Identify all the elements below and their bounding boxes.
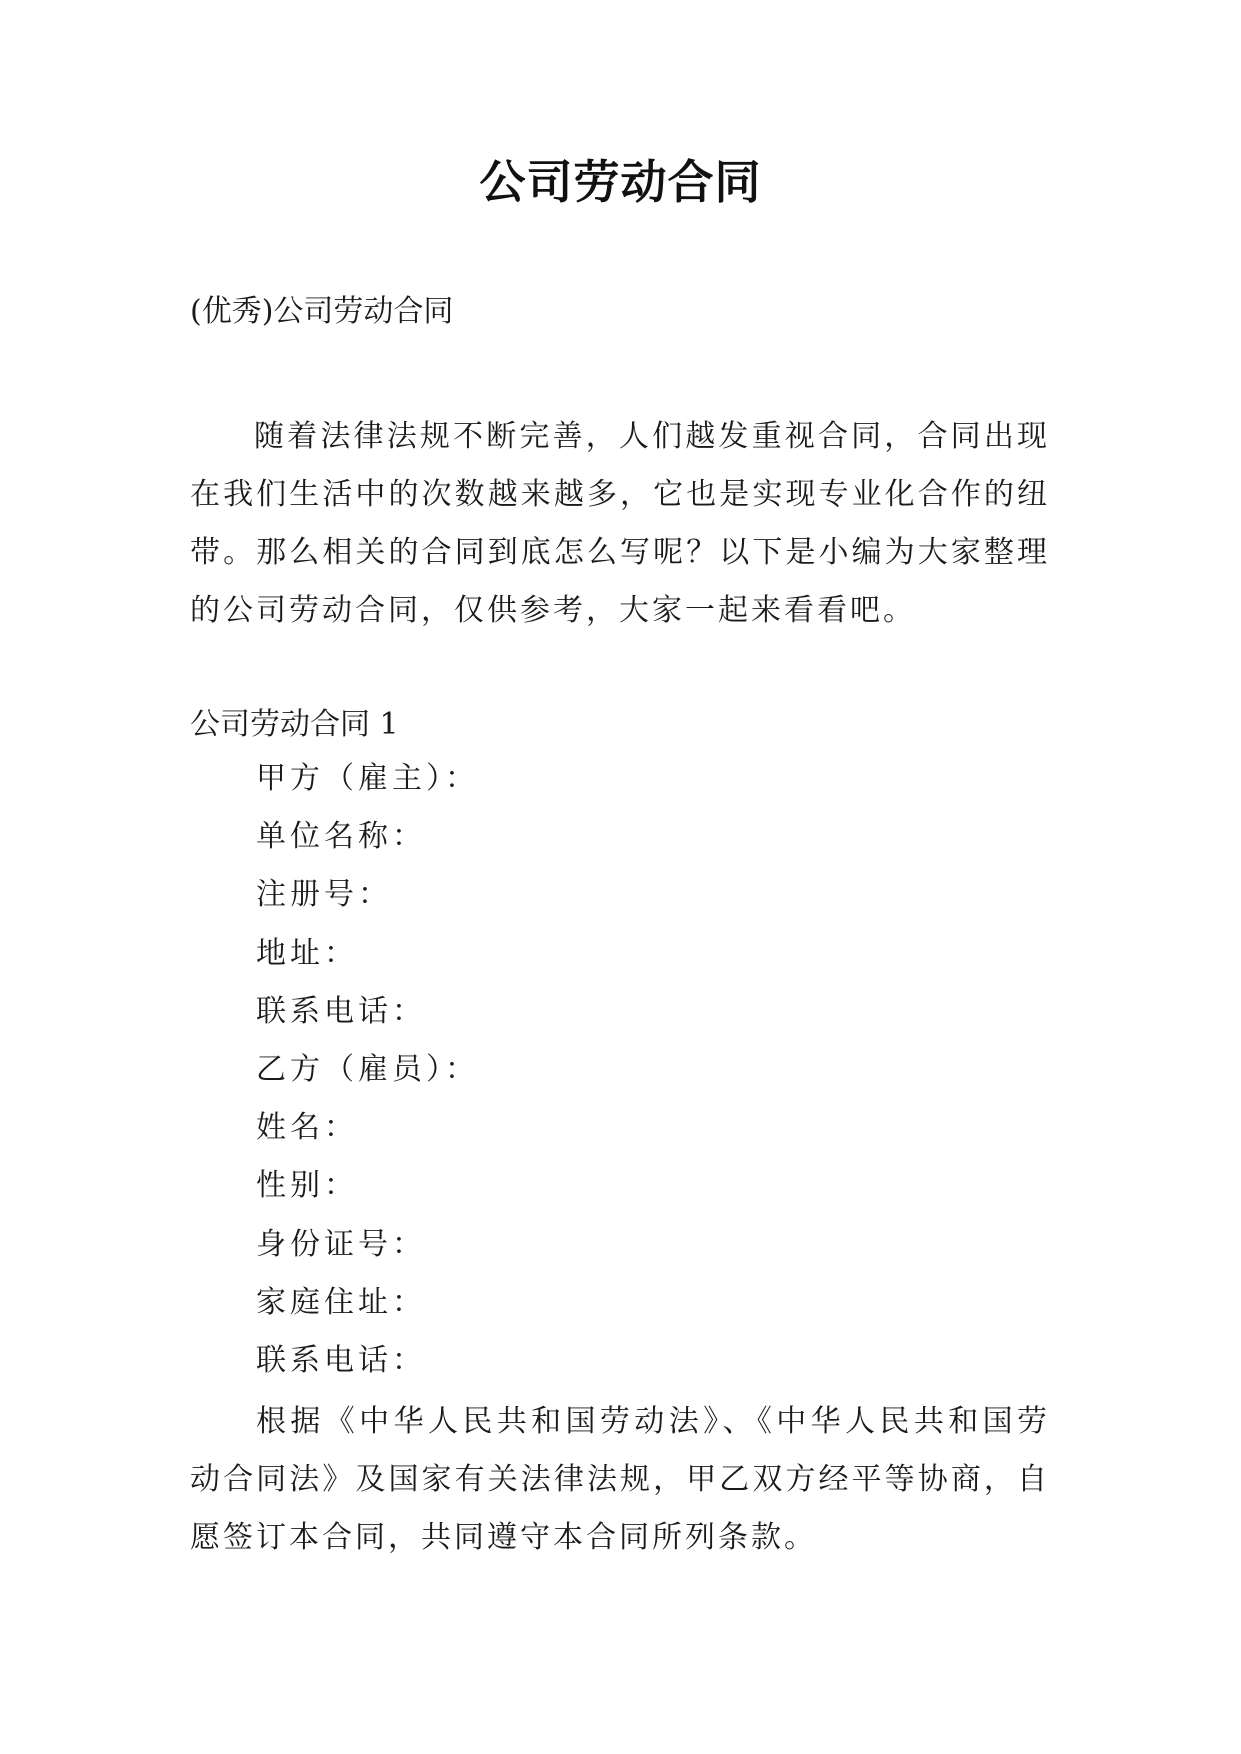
contract-fields-list [256,750,479,1390]
field-name: 姓名： [256,1110,358,1146]
section-title: 公司劳动合同 1 [190,707,399,742]
field-home-address: 家庭住址： [256,1284,426,1320]
field-id-number: 身份证号： [256,1226,426,1262]
intro-paragraph: 随着法律法规不断完善，人们越发重视合同，合同出现在我们生活中的次数越来越多，它也是实现专业化合作的纽带。那么相关的合同到底怎么写呢？以下是小编为大家整理的公司劳动合同，仅供参考，大家一起来看看吧。 [190,419,1050,628]
field-registration-number: 注册号： [256,877,392,913]
field-employer: 甲方（雇主）： [256,761,479,796]
field-employer-phone: 联系电话： [256,993,426,1029]
field-address: 地址： [256,935,358,971]
closing-paragraph: 根据《中华人民共和国劳动法》、《中华人民共和国劳动合同法》及国家有关法律法规，甲乙双方经平等协商，自愿签订本合同，共同遵守本合同所列条款。 [190,1404,1050,1555]
field-company-name: 单位名称： [256,819,426,855]
field-employee-phone: 联系电话： [256,1342,426,1378]
field-employee: 乙方（雇员）： [256,1051,479,1087]
document-subtitle: (优秀)公司劳动合同 [190,294,454,329]
field-gender: 性别： [256,1168,358,1204]
document-title: 公司劳动合同 [479,155,762,209]
